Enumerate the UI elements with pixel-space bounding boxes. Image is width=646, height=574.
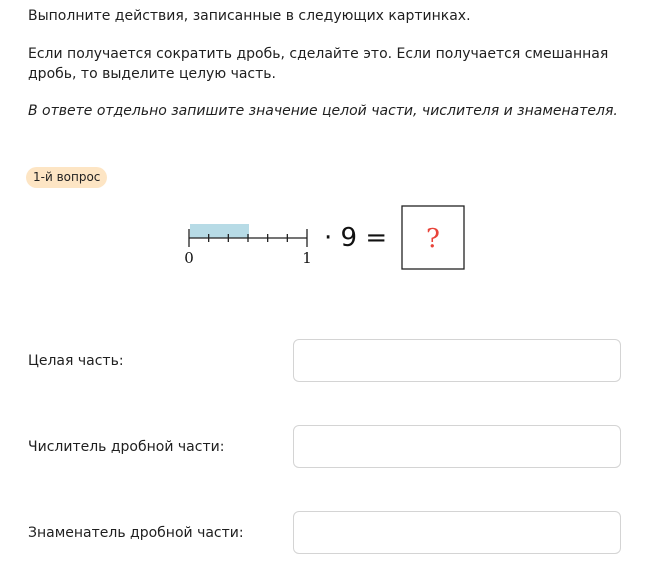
instruction-line-3: В ответе отдельно запишите значение целой части, числителя и знаменателя. — [28, 103, 618, 119]
denominator-input[interactable] — [293, 511, 621, 554]
answer-placeholder: ? — [426, 224, 440, 254]
instruction-line-1: Выполните действия, записанные в следующих картинках. — [28, 8, 471, 24]
label-numerator: Числитель дробной части: — [28, 439, 225, 455]
question-figure — [180, 200, 480, 280]
label-denominator: Знаменатель дробной части: — [28, 525, 244, 541]
end-label: 1 — [302, 249, 312, 267]
label-whole-part: Целая часть: — [28, 353, 124, 369]
start-label: 0 — [184, 249, 194, 267]
shaded-segment — [190, 224, 249, 238]
whole-part-input[interactable] — [293, 339, 621, 382]
question-badge: 1-й вопрос — [26, 167, 107, 188]
instruction-line-2: Если получается сократить дробь, сделайте это. Если получается смешанная дробь, то выделите целую часть. — [28, 46, 609, 82]
numerator-input[interactable] — [293, 425, 621, 468]
operator: · 9 = — [324, 223, 388, 253]
